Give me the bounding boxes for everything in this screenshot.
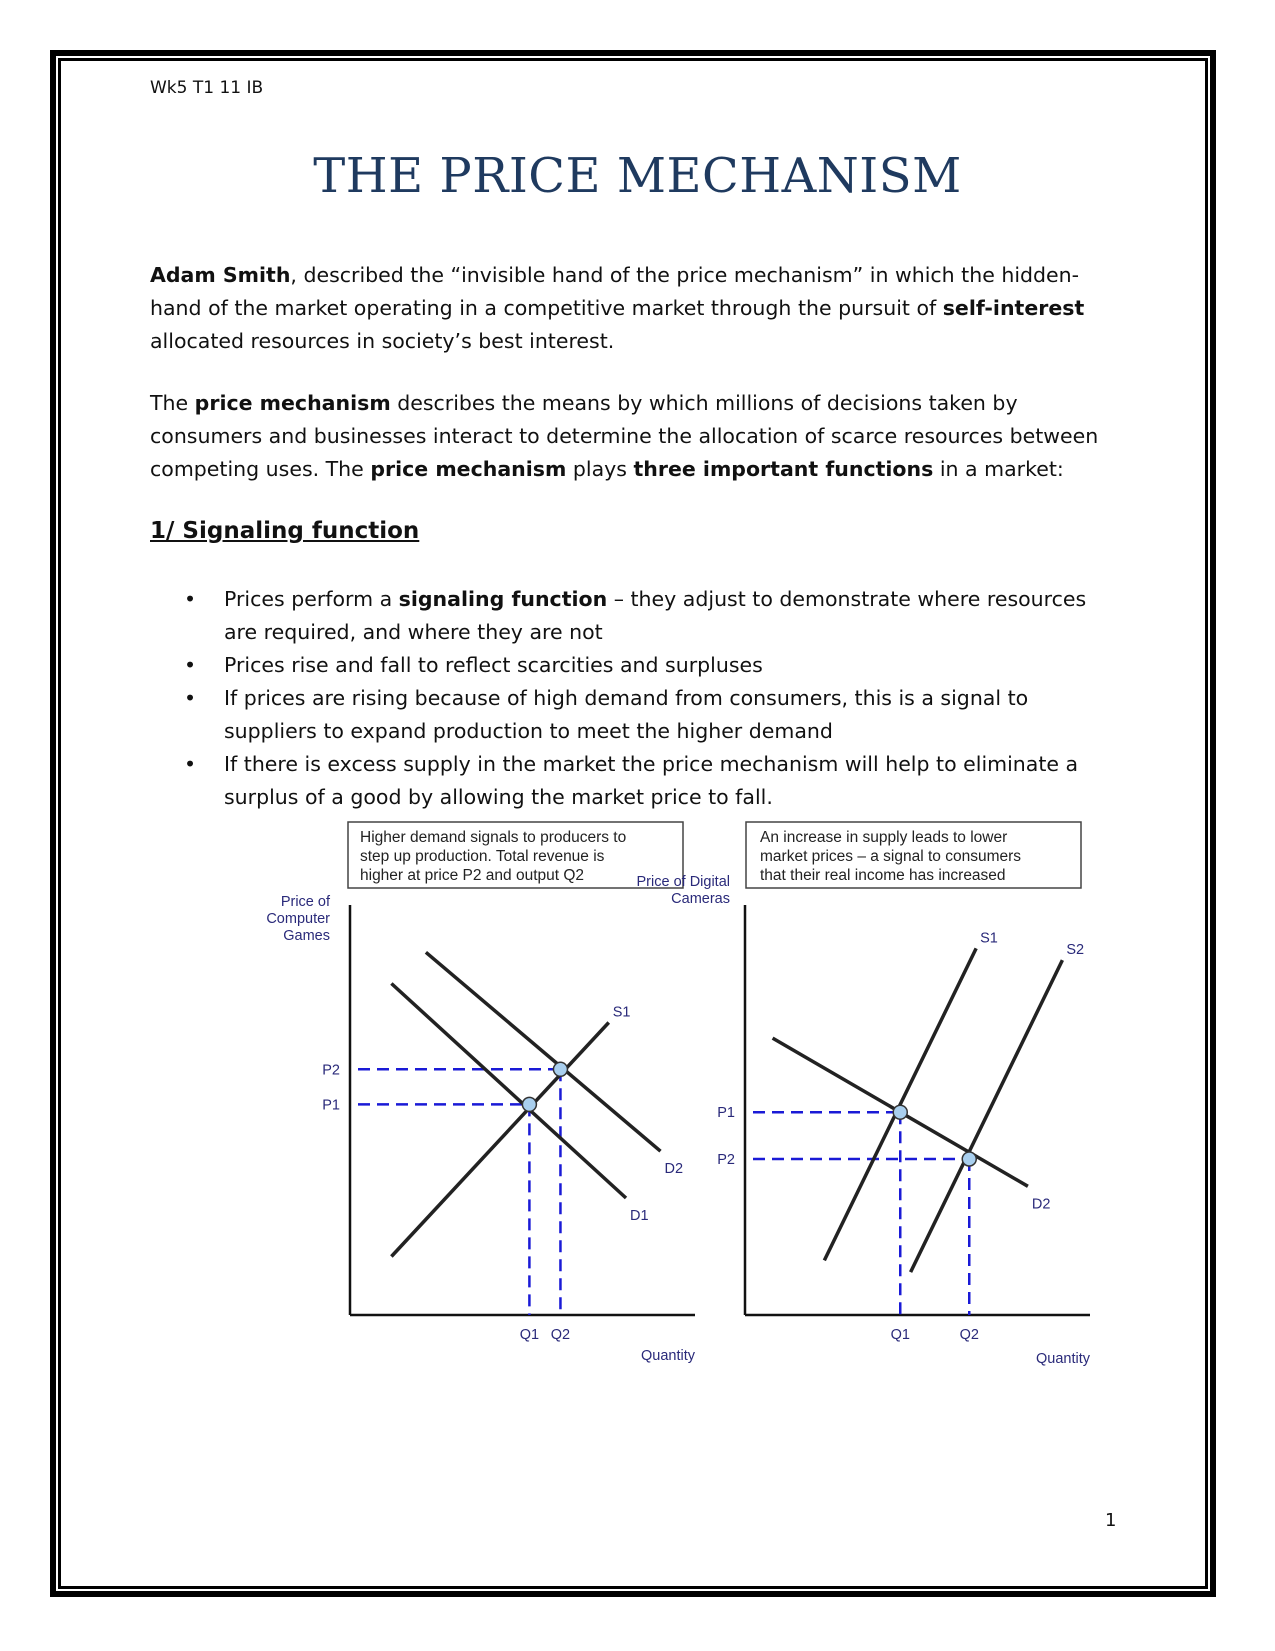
series-label-d1: D1 <box>630 1208 649 1224</box>
para2-bold-3: three important functions <box>633 457 934 481</box>
para2-bold-2: price mechanism <box>370 457 567 481</box>
quantity-tick-label: Q2 <box>959 1327 979 1343</box>
bullet-icon: • <box>184 752 197 776</box>
bullet-icon: • <box>184 686 197 710</box>
series-label-d2: D2 <box>664 1161 684 1178</box>
bullet-icon: • <box>184 587 197 611</box>
bullet-text: Prices perform a <box>224 587 399 611</box>
price-tick-label: P1 <box>322 1097 340 1114</box>
series-line-s2 <box>911 960 1063 1272</box>
para2-text-3: plays <box>566 457 634 481</box>
bullet-text: If there is excess supply in the market the price mechanism will help to eliminate a surplus of a good by allowing the market price to fall. <box>224 752 1079 809</box>
adam-smith-name: Adam Smith <box>150 263 291 287</box>
price-tick-label: P2 <box>322 1062 340 1079</box>
quantity-tick-label: Q2 <box>550 1327 571 1343</box>
para2-bold-1: price mechanism <box>194 391 391 415</box>
para1-text-1: , described the “invisible hand of the price mechanism” in which the hidden-hand of the market operating in a competitive market through the pursuit of <box>150 263 1080 320</box>
page-title: THE PRICE MECHANISM <box>313 148 962 204</box>
bullet-text: Prices rise and fall to reflect scarcities and surpluses <box>224 653 763 677</box>
header-code: Wk5 T1 11 IB <box>150 78 264 98</box>
series-label-s2: S2 <box>1066 942 1085 959</box>
x-axis-label: Quantity <box>1036 1351 1090 1367</box>
para1-text-2: allocated resources in society’s best interest. <box>150 329 615 353</box>
bullet-text-post: – they adjust to demonstrate where resources are required, and where they are not <box>224 587 1087 644</box>
price-tick-label: P1 <box>717 1105 735 1122</box>
quantity-tick-label: Q1 <box>519 1327 540 1343</box>
para1-bold-self-interest: self-interest <box>942 296 1085 320</box>
series-label-s1: S1 <box>612 1004 631 1021</box>
y-axis-label: Games <box>283 928 330 944</box>
equilibrium-point <box>553 1062 567 1076</box>
price-tick-label: P2 <box>717 1152 735 1168</box>
para2-text-2: describes the means by which millions of decisions taken by consumers and businesses interact to determine the allocation of scarce resources between competing uses. The <box>150 391 1099 481</box>
chart-digital-cameras <box>637 822 1091 1367</box>
caption-line: that their real income has increased <box>760 867 1006 884</box>
para2-text-1: The <box>150 391 195 415</box>
caption-line: higher at price P2 and output Q2 <box>360 867 585 884</box>
para2-text-4: in a market: <box>933 457 1064 481</box>
bullet-text: If prices are rising because of high demand from consumers, this is a signal to suppliers to expand production to meet the higher demand <box>224 686 1029 743</box>
y-axis-label: Cameras <box>671 891 730 907</box>
quantity-tick-label: Q1 <box>890 1327 910 1343</box>
caption-line: step up production. Total revenue is <box>360 848 605 865</box>
equilibrium-point <box>522 1097 536 1111</box>
y-axis-label: Price of Digital <box>636 874 730 890</box>
x-axis-label: Quantity <box>641 1348 695 1364</box>
equilibrium-point <box>962 1152 976 1166</box>
page-number: 1 <box>1105 1510 1117 1531</box>
caption-line: An increase in supply leads to lower <box>760 829 1008 846</box>
series-label-s1: S1 <box>980 930 998 947</box>
caption-line: market prices – a signal to consumers <box>760 848 1022 865</box>
y-axis-label: Computer <box>266 911 330 927</box>
series-line-s1 <box>391 1023 608 1257</box>
caption-line: Higher demand signals to producers to <box>360 829 627 846</box>
section-heading: 1/ Signaling function <box>150 518 420 544</box>
bullet-bold: signaling function <box>398 587 608 611</box>
series-label-d2: D2 <box>1031 1196 1051 1213</box>
chart-computer-games <box>266 822 695 1364</box>
y-axis-label: Price of <box>280 894 330 910</box>
equilibrium-point <box>893 1105 907 1119</box>
bullet-icon: • <box>184 653 197 677</box>
